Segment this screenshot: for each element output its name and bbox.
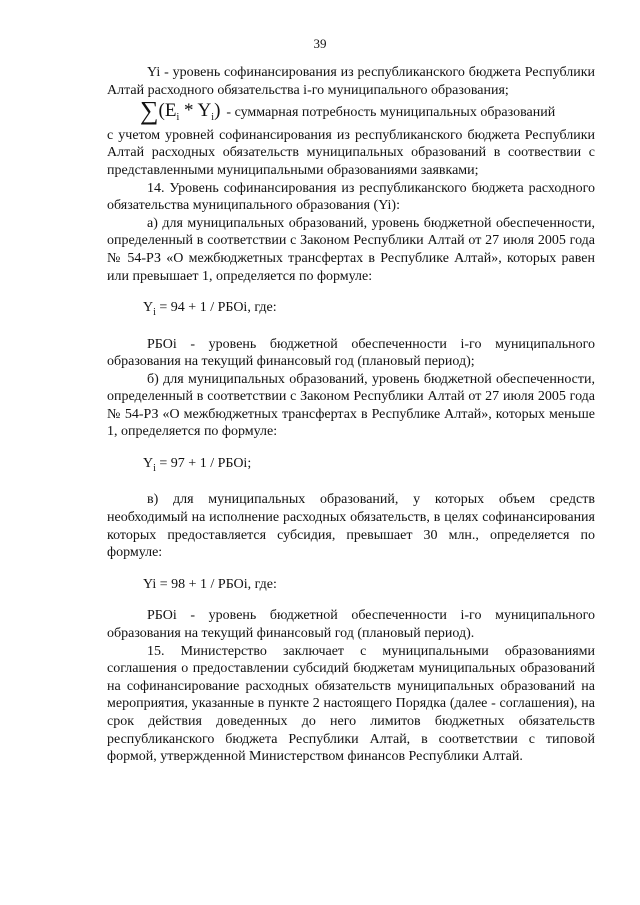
paragraph-14b: б) для муниципальных образований, уровень бюджетной обеспеченности, определенный в соответствии с Законом Республики Алтай от 27 июля 2005 года № 54-РЗ «О межбюджетных трансфертах в Республике Алтай», которых меньше 1, определяется по формуле: [107,371,595,440]
paragraph-14v: в) для муниципальных образований, у которых объем средств необходимый на исполнение расходных обязательств, в целях софинансирования которых предоставляется субсидия, превышает 30 млн., определяется по формуле: [107,492,595,561]
document-body [107,64,595,766]
formula-a: $Y_i = 94 + 1$ / РБОi, где: [143,300,277,318]
paragraph-rboi-definition-2: РБОi - уровень бюджетной обеспеченности i-го муниципального образования на текущий финансовый год (плановый период). [107,608,595,642]
formula-v: Yi = 98 + 1 / РБОi, где: [143,576,277,592]
sigma-symbol: ∑ [140,96,159,126]
paragraph-14: 14. Уровень софинансирования из республиканского бюджета расходного обязательства муниципального образования (Yi): [107,180,595,214]
paragraph-14a: а) для муниципальных образований, уровень бюджетной обеспеченности, определенный в соответствии с Законом Республики Алтай от 27 июля 2005 года № 54-РЗ «О межбюджетных трансфертах в Республике Алтай», которых равен или превышает 1, определяется по формуле: [107,215,595,284]
sum-formula: $\sum(E_i * Y_i)$ [140,96,221,126]
formula-b: $Y_i = 97 + 1$ / РБОi; [143,456,252,474]
sum-formula-description: - суммарная потребность муниципальных образований [226,105,556,121]
page-number: 39 [313,36,327,51]
paragraph-rboi-definition-1: РБОi - уровень бюджетной обеспеченности i-го муниципального образования на текущий финансовый год (плановый период); [107,336,595,370]
sum-formula-line [107,96,595,127]
paragraph-sum-continuation: с учетом уровней софинансирования из республиканского бюджета Республики Алтай расходных обязательств муниципальных образований в соотвествии с представленными муниципальными образованиями заявками; [107,127,595,178]
paragraph-yi-definition: Yi - уровень софинансирования из республиканского бюджета Республики Алтай расходного обязательства i-го муниципального образования; [107,65,595,98]
paragraph-15: 15. Министерство заключает с муниципальными образованиями соглашения о предоставлении субсидий бюджетам муниципальных образований на софинансирование расходных обязательств муниципальных образований на мероприятия, указанные в пункте 2 настоящего Порядка (далее - соглашения), на срок действия доведенных до него лимитов бюджетных обязательств республиканского бюджета Республики Алтай, в соответствии с типовой формой, утвержденной Министерством финансов Республики Алтай. [107,643,595,765]
